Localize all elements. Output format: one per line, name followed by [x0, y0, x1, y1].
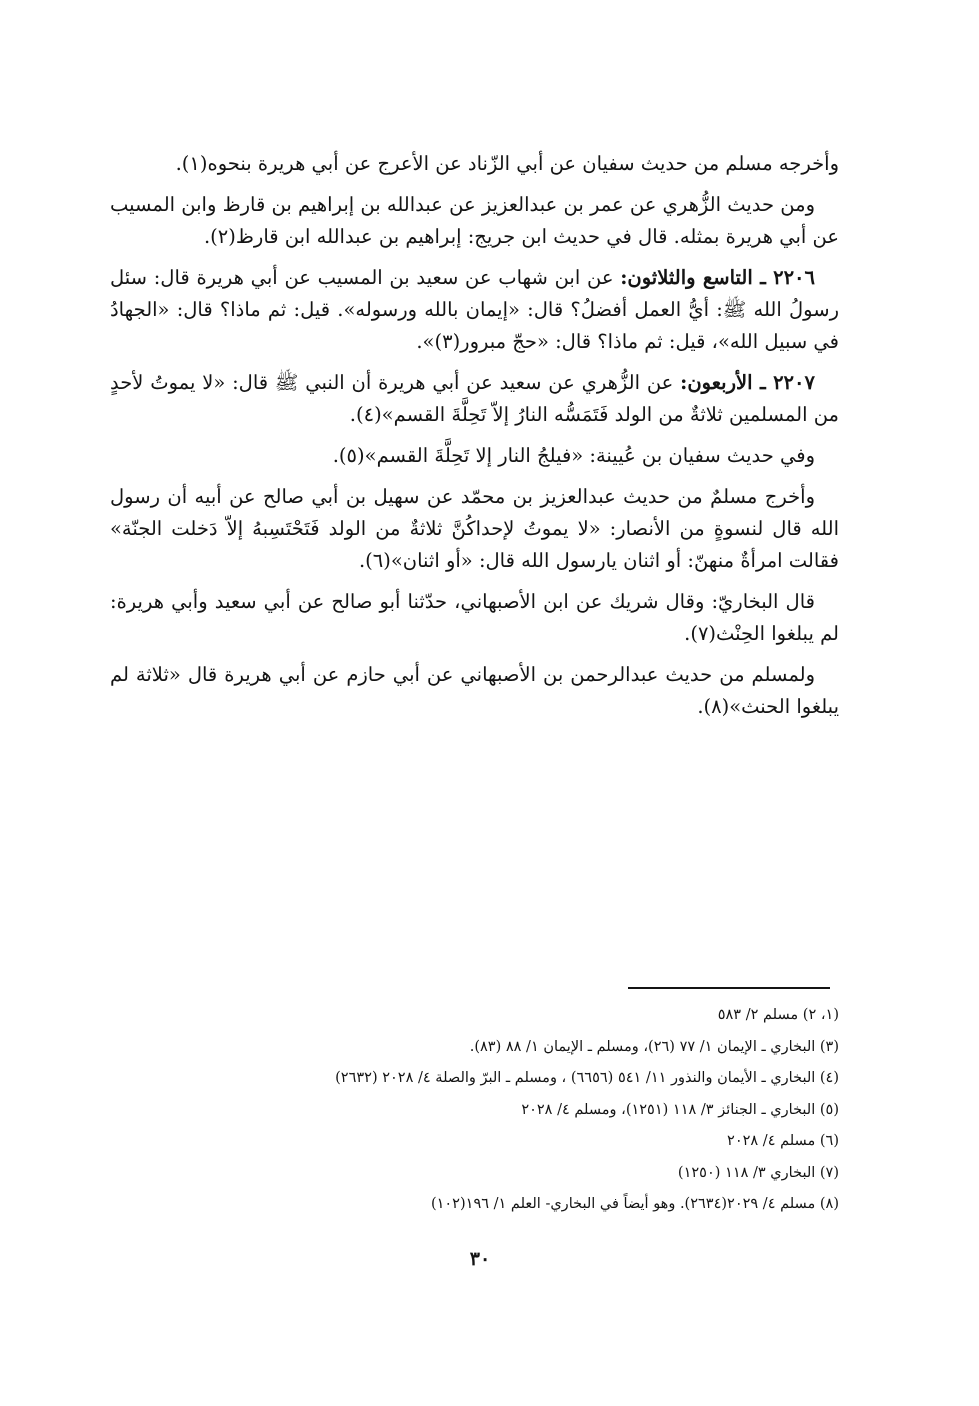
paragraph-1: وأخرجه مسلم من حديث سفيان عن أبي الزّناد عن الأعرج عن أبي هريرة بنحوه(١).: [175, 152, 839, 175]
footnote: (٨) مسلم ٤/ ٢٠٢٩(٢٦٣٤). وهو أيضاً في البخاري- العلم ١/ ١٩٦(١٠٢): [430, 1196, 839, 1212]
footnote: (١، ٢) مسلم ٢/ ٥٨٣: [717, 1007, 839, 1023]
footnote: (٤) البخاري ـ الأيمان والنذور ١١/ ٥٤١ (٦٦٥٦) ، ومسلم ـ البرّ والصلة ٤/ ٢٠٢٨ (٢٦٣٢): [335, 1070, 839, 1086]
footnote: (٣) البخاري ـ الإيمان ١/ ٧٧ (٢٦)، ومسلم ـ الإيمان ١/ ٨٨ (٨٣).: [469, 1038, 839, 1055]
paragraph-2: ومن حديث الزُّهري عن عمر بن عبدالعزيز عن عبدالله بن إبراهيم بن قارظ وابن المسيب عن أبي هريرة بمثله. قال في حديث ابن جريج: إبراهيم بن عبدالله ابن قارظ(٢).: [110, 193, 839, 248]
hadith-2206: ٢٢٠٦ ـ التاسع والثلاثون: عن ابن شهاب عن سعيد بن المسيب عن أبي هريرة قال: سئل رسولُ الله ﷺ: أيُّ العمل أفضلُ؟ قال: «إيمان بالله ورسوله». قيل: ثم ماذا؟ قال: «الجهادُ في سبيل الله»، قيل: ثم ماذا؟ قال: «حجّ مبرور(٣)».: [110, 266, 839, 353]
hadith-2207: ٢٢٠٧ ـ الأربعون: عن الزُّهري عن سعيد عن أبي هريرة أن النبي ﷺ قال: «لا يموتُ لأحدٍ من المسلمين ثلاثةٌ من الولد فَتَمَسُّه النارُ إلاّ تَحِلَّةَ القسم»(٤).: [110, 371, 839, 426]
footnote: (٦) مسلم ٤/ ٢٠٢٨: [727, 1133, 839, 1149]
main-text: [110, 148, 839, 732]
hadith-heading: ٢٢٠٦ ـ التاسع والثلاثون:: [620, 266, 816, 289]
hadith-heading: ٢٢٠٧ ـ الأربعون:: [680, 371, 815, 394]
paragraph-5: وفي حديث سفيان بن عُيينة: «فيلجُ النار إلا تَحِلَّةَ القسم»(٥).: [332, 444, 815, 467]
footnotes: [200, 1000, 839, 1221]
footnote: (٥) البخاري ـ الجنائز ٣/ ١١٨ (١٢٥١)، ومسلم ٤/ ٢٠٢٨: [521, 1101, 839, 1118]
paragraph-6: وأخرج مسلمٌ من حديث عبدالعزيز بن محمّد عن سهيل بن أبي صالح عن أبيه أن رسول الله قال لنسوةٍ من الأنصار: «لا يموتُ لإحداكُنَّ ثلاثةٌ من الولد فَتَحْتَسِبهُ إلاّ دَخلت الجنّة» فقالت امرأةٌ منهنّ: أو اثنان يارسول الله قال: «أو اثنان»(٦).: [110, 485, 839, 572]
paragraph-7: قال البخاريّ: وقال شريك عن ابن الأصبهاني، حدّثنا أبو صالح عن أبي سعيد وأبي هريرة: لم يبلغوا الحِنْث(٧).: [110, 590, 839, 645]
paragraph-8: ولمسلم من حديث عبدالرحمن بن الأصبهاني عن أبي حازم عن أبي هريرة قال «ثلاثة لم يبلغوا الحنث»(٨).: [110, 663, 839, 718]
footnote: (٧) البخاري ٣/ ١١٨ (١٢٥٠): [677, 1164, 839, 1181]
page-number: ٣٠: [469, 1248, 491, 1270]
footnote-divider: [628, 987, 830, 989]
